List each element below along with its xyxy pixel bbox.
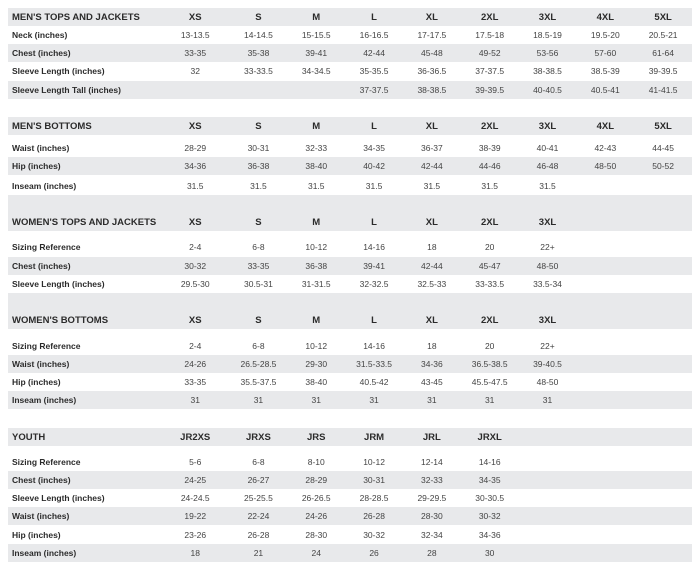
table-cell: 18 — [190, 548, 200, 558]
table-row — [8, 44, 692, 62]
table-cell: 21 — [253, 548, 264, 558]
table-row — [8, 157, 692, 175]
size-header: L — [371, 120, 377, 132]
table-cell: 26-28 — [363, 511, 385, 521]
size-header: JRXL — [477, 431, 502, 443]
size-header: 3XL — [538, 216, 557, 228]
size-header: 4XL — [596, 11, 615, 23]
table-cell: 6-8 — [252, 341, 265, 351]
table-row — [8, 544, 692, 562]
table-row — [8, 471, 692, 489]
size-header: 5XL — [654, 120, 672, 132]
table-cell: 33-35 — [247, 261, 270, 271]
table-cell: 20.5-21 — [648, 30, 678, 40]
table-cell: 40-41 — [536, 143, 559, 153]
section-title: MEN'S BOTTOMS — [12, 120, 92, 132]
size-header: S — [255, 11, 262, 23]
table-cell: 38-40 — [305, 161, 328, 171]
table-cell: 22+ — [540, 341, 555, 351]
table-cell: 39-39.5 — [648, 66, 678, 76]
table-cell: 2-4 — [189, 242, 202, 252]
row-label: Waist (inches) — [12, 511, 70, 521]
table-cell: 31.5 — [539, 181, 556, 191]
table-cell: 37-37.5 — [359, 85, 389, 95]
row-label: Sizing Reference — [12, 242, 81, 252]
section-header — [8, 8, 692, 26]
table-cell: 30-31 — [363, 475, 385, 485]
table-row — [8, 238, 692, 256]
table-row — [8, 526, 692, 544]
table-cell: 31.5-33.5 — [356, 359, 393, 369]
table-row — [8, 391, 692, 409]
table-row — [8, 373, 692, 391]
size-header: 5XL — [654, 11, 672, 23]
row-label: Sizing Reference — [12, 457, 81, 467]
table-cell: 34-34.5 — [301, 66, 331, 76]
table-cell: 39-41 — [363, 261, 385, 271]
table-cell: 22+ — [540, 242, 555, 252]
size-header: XS — [188, 11, 202, 23]
table-cell: 53-56 — [536, 48, 559, 58]
table-cell: 31 — [311, 395, 321, 405]
table-cell: 19-22 — [184, 511, 207, 521]
size-header: 2XL — [480, 11, 499, 23]
table-cell: 31.5 — [481, 181, 498, 191]
size-header: L — [371, 314, 377, 326]
table-cell: 30-31 — [247, 143, 270, 153]
row-label: Sleeve Length (inches) — [12, 279, 105, 289]
table-cell: 41-41.5 — [648, 85, 678, 95]
table-cell: 36-38 — [247, 161, 270, 171]
size-header: S — [255, 314, 262, 326]
table-cell: 5-6 — [189, 457, 202, 467]
size-header: XL — [425, 11, 438, 23]
table-cell: 32-33 — [421, 475, 443, 485]
size-header: 2XL — [480, 314, 499, 326]
table-cell: 36.5-38.5 — [471, 359, 508, 369]
table-cell: 34-36 — [478, 530, 501, 540]
table-cell: 18.5-19 — [533, 30, 562, 40]
row-label: Waist (inches) — [12, 359, 70, 369]
table-cell: 30-32 — [363, 530, 385, 540]
table-cell: 34-36 — [421, 359, 443, 369]
table-cell: 14-16 — [363, 242, 385, 252]
table-cell: 36-38 — [305, 261, 328, 271]
table-cell: 12-14 — [421, 457, 443, 467]
table-cell: 44-45 — [652, 143, 674, 153]
table-cell: 29-30 — [305, 359, 328, 369]
table-cell: 26-26.5 — [301, 493, 331, 503]
table-row — [8, 177, 692, 195]
table-cell: 19.5-20 — [590, 30, 620, 40]
table-cell: 46-48 — [536, 161, 559, 171]
section-header — [8, 117, 692, 135]
table-cell: 38-40 — [305, 377, 328, 387]
table-cell: 28-28.5 — [359, 493, 389, 503]
table-cell: 36-36.5 — [417, 66, 447, 76]
section-title: WOMEN'S TOPS AND JACKETS — [12, 216, 157, 228]
size-header: L — [371, 11, 377, 23]
table-cell: 26 — [369, 548, 379, 558]
table-cell: 18 — [427, 341, 437, 351]
section-title: MEN'S TOPS AND JACKETS — [12, 11, 140, 23]
table-cell: 17.5-18 — [475, 30, 505, 40]
size-header: M — [312, 11, 321, 23]
table-cell: 30.5-31 — [244, 279, 273, 289]
table-cell: 10-12 — [363, 457, 385, 467]
table-cell: 30-32 — [184, 261, 207, 271]
table-cell: 44-46 — [478, 161, 501, 171]
size-header: XL — [425, 120, 438, 132]
table-cell: 39-40.5 — [533, 359, 562, 369]
table-cell: 43-45 — [421, 377, 443, 387]
size-header: JRL — [422, 431, 441, 443]
table-cell: 24-24.5 — [180, 493, 210, 503]
table-cell: 40-40.5 — [533, 85, 562, 95]
table-row — [8, 489, 692, 507]
table-row — [8, 26, 692, 44]
table-cell: 35-35.5 — [359, 66, 389, 76]
row-label: Sizing Reference — [12, 341, 81, 351]
table-cell: 17-17.5 — [417, 30, 447, 40]
row-label: Chest (inches) — [12, 475, 71, 485]
size-header: L — [371, 216, 377, 228]
table-row — [8, 507, 692, 525]
row-label: Sleeve Length (inches) — [12, 66, 105, 76]
table-row — [8, 81, 692, 99]
section-header — [8, 428, 692, 446]
table-row — [8, 62, 692, 80]
row-label: Hip (inches) — [12, 377, 61, 387]
table-cell: 45-47 — [478, 261, 501, 271]
table-cell: 45-48 — [421, 48, 443, 58]
table-cell: 31 — [253, 395, 264, 405]
table-cell: 50-52 — [652, 161, 674, 171]
table-cell: 48-50 — [536, 377, 559, 387]
table-cell: 33-33.5 — [244, 66, 273, 76]
table-cell: 31.5 — [186, 181, 204, 191]
table-cell: 28 — [427, 548, 437, 558]
table-cell: 29-29.5 — [417, 493, 447, 503]
table-cell: 48-50 — [536, 261, 559, 271]
table-cell: 29.5-30 — [180, 279, 210, 289]
table-row — [8, 275, 692, 293]
table-cell: 25-25.5 — [244, 493, 273, 503]
table-cell: 22-24 — [247, 511, 270, 521]
size-header: S — [255, 216, 262, 228]
table-cell: 23-26 — [184, 530, 207, 540]
table-cell: 6-8 — [252, 242, 265, 252]
table-cell: 13-13.5 — [180, 30, 210, 40]
table-cell: 42-44 — [421, 261, 443, 271]
table-cell: 31.5 — [365, 181, 383, 191]
table-cell: 31 — [190, 395, 200, 405]
row-label: Waist (inches) — [12, 143, 70, 153]
table-cell: 40.5-41 — [590, 85, 620, 95]
row-label: Hip (inches) — [12, 161, 61, 171]
table-cell: 42-44 — [363, 48, 385, 58]
table-cell: 14-14.5 — [244, 30, 273, 40]
size-header: XL — [425, 314, 438, 326]
table-cell: 35.5-37.5 — [240, 377, 277, 387]
table-cell: 32-34 — [421, 530, 443, 540]
table-row — [8, 257, 692, 275]
row-label: Sleeve Length (inches) — [12, 493, 105, 503]
table-cell: 38-38.5 — [417, 85, 447, 95]
table-cell: 8-10 — [307, 457, 325, 467]
section-title: YOUTH — [12, 431, 46, 443]
table-cell: 31.5 — [250, 181, 267, 191]
table-cell: 14-16 — [363, 341, 385, 351]
table-cell: 40.5-42 — [359, 377, 389, 387]
size-header: S — [255, 120, 262, 132]
table-cell: 42-43 — [594, 143, 617, 153]
size-header: JRM — [364, 431, 385, 443]
table-cell: 10-12 — [305, 242, 328, 252]
section-spacer-1 — [8, 293, 692, 311]
table-cell: 34-35 — [363, 143, 385, 153]
table-cell: 36-37 — [421, 143, 443, 153]
table-cell: 18 — [427, 242, 437, 252]
table-cell: 31-31.5 — [301, 279, 331, 289]
table-row — [8, 337, 692, 355]
table-cell: 30-30.5 — [475, 493, 505, 503]
table-cell: 61-64 — [652, 48, 674, 58]
table-cell: 24-26 — [305, 511, 328, 521]
table-cell: 15-15.5 — [301, 30, 331, 40]
table-cell: 31.5 — [307, 181, 325, 191]
row-label: Neck (inches) — [12, 30, 68, 40]
table-cell: 33.5-34 — [533, 279, 562, 289]
table-cell: 26-28 — [247, 530, 270, 540]
size-header: M — [312, 216, 321, 228]
size-header: XL — [425, 216, 438, 228]
table-cell: 37-37.5 — [475, 66, 505, 76]
size-header: XS — [188, 314, 202, 326]
table-cell: 16-16.5 — [359, 30, 389, 40]
table-cell: 24-26 — [184, 359, 207, 369]
section-title: WOMEN'S BOTTOMS — [12, 314, 109, 326]
size-header: M — [312, 314, 321, 326]
table-cell: 31 — [484, 395, 495, 405]
table-cell: 38-39 — [478, 143, 501, 153]
size-header: 3XL — [538, 11, 557, 23]
row-label: Inseam (inches) — [12, 181, 77, 191]
table-cell: 28-30 — [305, 530, 328, 540]
table-cell: 40-42 — [363, 161, 385, 171]
table-cell: 2-4 — [189, 341, 202, 351]
table-cell: 20 — [484, 242, 495, 252]
row-label: Sleeve Length Tall (inches) — [12, 85, 121, 95]
table-cell: 32 — [190, 66, 200, 76]
table-row — [8, 139, 692, 157]
table-cell: 33-35 — [184, 48, 207, 58]
table-cell: 39-41 — [305, 48, 328, 58]
size-header: XS — [188, 120, 202, 132]
table-cell: 14-16 — [478, 457, 501, 467]
table-cell: 32.5-33 — [417, 279, 447, 289]
table-cell: 28-30 — [421, 511, 443, 521]
table-cell: 32-32.5 — [359, 279, 389, 289]
section-header — [8, 213, 692, 231]
table-cell: 10-12 — [305, 341, 328, 351]
table-cell: 31 — [542, 395, 553, 405]
table-cell: 33-33.5 — [475, 279, 505, 289]
table-cell: 24 — [311, 548, 321, 558]
size-header: 2XL — [480, 216, 499, 228]
size-header: 2XL — [480, 120, 499, 132]
table-cell: 49-52 — [478, 48, 501, 58]
size-header: XS — [188, 216, 202, 228]
size-header: 3XL — [538, 120, 557, 132]
table-cell: 38-38.5 — [533, 66, 562, 76]
table-row — [8, 355, 692, 373]
row-label: Hip (inches) — [12, 530, 61, 540]
row-label: Inseam (inches) — [12, 548, 77, 558]
table-cell: 31.5 — [423, 181, 441, 191]
table-cell: 33-35 — [184, 377, 207, 387]
row-label: Chest (inches) — [12, 48, 71, 58]
table-cell: 31 — [369, 395, 379, 405]
size-header: 3XL — [538, 314, 557, 326]
table-cell: 34-35 — [478, 475, 501, 485]
size-header: 4XL — [596, 120, 615, 132]
size-header: JR2XS — [180, 431, 211, 443]
size-header: JRXS — [246, 431, 271, 443]
table-cell: 28-29 — [184, 143, 207, 153]
table-cell: 39-39.5 — [475, 85, 505, 95]
section-header — [8, 311, 692, 329]
table-cell: 45.5-47.5 — [471, 377, 508, 387]
table-cell: 26.5-28.5 — [240, 359, 277, 369]
table-cell: 30-32 — [478, 511, 501, 521]
table-cell: 48-50 — [594, 161, 617, 171]
table-cell: 26-27 — [247, 475, 270, 485]
table-cell: 35-38 — [247, 48, 270, 58]
table-cell: 24-25 — [184, 475, 207, 485]
row-label: Chest (inches) — [12, 261, 71, 271]
size-header: M — [312, 120, 321, 132]
table-cell: 57-60 — [594, 48, 617, 58]
row-label: Inseam (inches) — [12, 395, 77, 405]
table-cell: 34-36 — [184, 161, 207, 171]
table-cell: 30 — [484, 548, 495, 558]
table-cell: 32-33 — [305, 143, 328, 153]
table-cell: 20 — [484, 341, 495, 351]
table-cell: 42-44 — [421, 161, 443, 171]
table-cell: 38.5-39 — [590, 66, 620, 76]
table-cell: 6-8 — [252, 457, 265, 467]
section-spacer-0 — [8, 195, 692, 213]
table-cell: 28-29 — [305, 475, 328, 485]
table-row — [8, 453, 692, 471]
size-header: JRS — [307, 431, 326, 443]
table-cell: 31 — [427, 395, 437, 405]
